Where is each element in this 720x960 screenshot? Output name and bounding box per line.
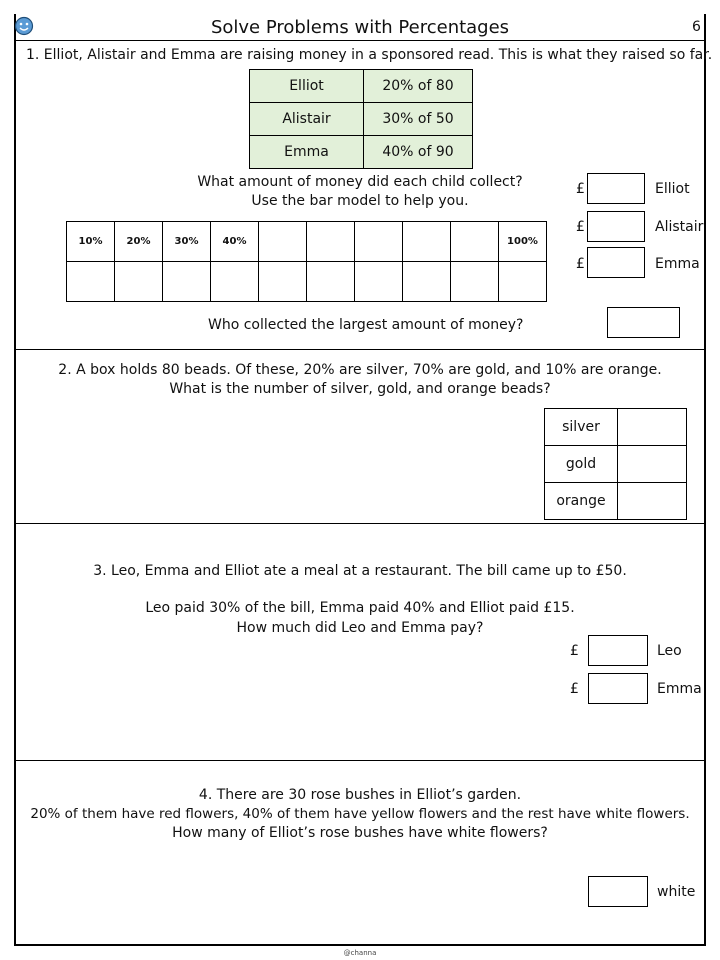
table-cell-name: Emma	[250, 136, 364, 169]
q4-line2: 20% of them have red flowers, 40% of them have yellow flowers and the rest have white flowers.	[30, 806, 690, 822]
q2-line1: 2. A box holds 80 beads. Of these, 20% are silver, 70% are gold, and 10% are orange.	[58, 362, 662, 378]
section-divider	[16, 349, 706, 350]
bead-answer-cell[interactable]	[618, 446, 687, 483]
q3-line2: Leo paid 30% of the bill, Emma paid 40% and Elliot paid £15.	[145, 600, 575, 616]
title-rule	[16, 40, 706, 41]
bar-input-cell[interactable]	[451, 262, 499, 302]
q1-largest-prompt: Who collected the largest amount of money?	[208, 317, 524, 333]
bead-answer-cell[interactable]	[618, 483, 687, 520]
page-number: 6	[692, 19, 701, 35]
table-row	[250, 70, 473, 103]
table-row	[545, 446, 687, 483]
currency-symbol: £	[576, 181, 585, 197]
section-divider	[16, 760, 706, 761]
currency-symbol: £	[570, 681, 579, 697]
q1-prompt-line2: Use the bar model to help you.	[251, 193, 469, 209]
bar-input-cell[interactable]	[115, 262, 163, 302]
bar-input-cell[interactable]	[211, 262, 259, 302]
footer-credit: @channa	[343, 949, 377, 957]
emma-answer-box[interactable]	[587, 247, 645, 278]
q3-line1: 3. Leo, Emma and Elliot ate a meal at a restaurant. The bill came up to £50.	[93, 563, 627, 579]
bar-input-cell[interactable]	[307, 262, 355, 302]
q4-line1: 4. There are 30 rose bushes in Elliot’s garden.	[198, 787, 522, 803]
emma-answer-box[interactable]	[588, 673, 648, 704]
q1-table	[249, 69, 473, 169]
currency-symbol: £	[576, 219, 585, 235]
currency-symbol: £	[570, 643, 579, 659]
bar-input-cell[interactable]	[355, 262, 403, 302]
bar-input-cell[interactable]	[403, 262, 451, 302]
table-cell-value: 40% of 90	[364, 136, 473, 169]
bar-header-cell: 100%	[499, 222, 547, 262]
table-cell-name: Alistair	[250, 103, 364, 136]
table-cell-value: 20% of 80	[364, 70, 473, 103]
q2-line2: What is the number of silver, gold, and orange beads?	[169, 381, 551, 397]
bar-header-cell	[451, 222, 499, 262]
bar-input-cell[interactable]	[163, 262, 211, 302]
table-cell-name: Elliot	[250, 70, 364, 103]
largest-answer-box[interactable]	[607, 307, 680, 338]
elliot-answer-box[interactable]	[587, 173, 645, 204]
bar-input-cell[interactable]	[67, 262, 115, 302]
bead-answer-cell[interactable]	[618, 409, 687, 446]
emma-answer-label: Emma	[655, 256, 700, 272]
alistair-answer-box[interactable]	[587, 211, 645, 242]
table-row	[545, 409, 687, 446]
emma-answer-label: Emma	[657, 681, 702, 697]
white-answer-label: white	[657, 884, 696, 900]
bar-model	[66, 221, 547, 302]
table-row	[250, 136, 473, 169]
bead-colour-label: gold	[545, 446, 618, 483]
q3-line3: How much did Leo and Emma pay?	[236, 620, 484, 636]
table-row	[250, 103, 473, 136]
bar-header-cell	[307, 222, 355, 262]
q4-line3: How many of Elliot’s rose bushes have white flowers?	[172, 825, 548, 841]
alistair-answer-label: Alistair	[655, 219, 704, 235]
bar-input-cell[interactable]	[259, 262, 307, 302]
bar-header-cell: 40%	[211, 222, 259, 262]
bar-header-cell: 30%	[163, 222, 211, 262]
bar-header-cell	[259, 222, 307, 262]
bead-colour-label: silver	[545, 409, 618, 446]
currency-symbol: £	[576, 256, 585, 272]
bar-header-cell	[403, 222, 451, 262]
bar-header-cell: 20%	[115, 222, 163, 262]
bar-header-cell: 10%	[67, 222, 115, 262]
leo-answer-label: Leo	[657, 643, 682, 659]
q1-prompt-line1: What amount of money did each child collect?	[197, 174, 523, 190]
white-answer-box[interactable]	[588, 876, 648, 907]
table-row	[545, 483, 687, 520]
bar-input-cell[interactable]	[499, 262, 547, 302]
section-divider	[16, 523, 706, 524]
bar-header-cell	[355, 222, 403, 262]
leo-answer-box[interactable]	[588, 635, 648, 666]
beads-table	[544, 408, 687, 520]
page-title: Solve Problems with Percentages	[210, 17, 510, 38]
table-cell-value: 30% of 50	[364, 103, 473, 136]
q1-text: 1. Elliot, Alistair and Emma are raising money in a sponsored read. This is what they raised so far.	[26, 47, 713, 63]
bead-colour-label: orange	[545, 483, 618, 520]
elliot-answer-label: Elliot	[655, 181, 690, 197]
